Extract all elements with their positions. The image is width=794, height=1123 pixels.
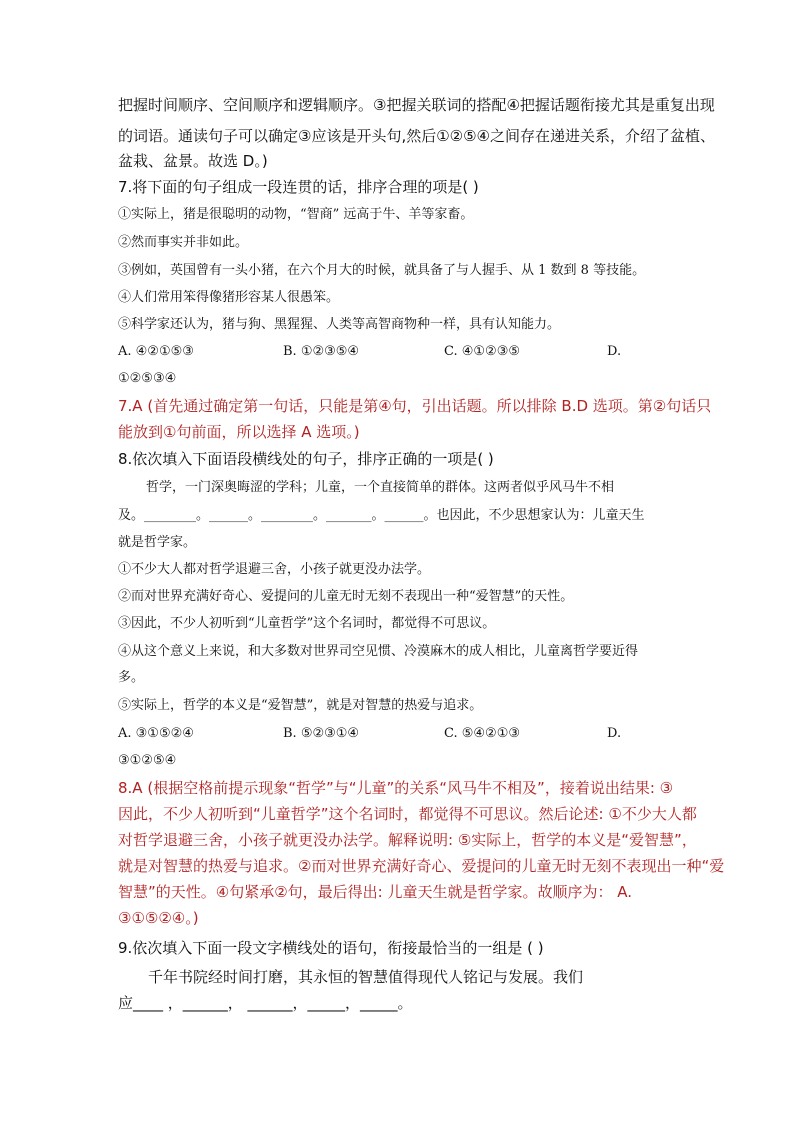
answer-text-line: 的词语。通读句子可以确定③应该是开头句,然后①②⑤④之间存在递进关系，介绍了盆植、 bbox=[118, 127, 716, 145]
question-7-sentence: ②然而事实并非如此。 bbox=[118, 235, 249, 250]
question-7-stem: 7.将下面的句子组成一段连贯的话，排序合理的项是( ) bbox=[118, 178, 479, 196]
question-8-option-b: B. ⑤②③①④ bbox=[283, 726, 360, 741]
question-8-sentence: ④从这个意义上来说，和大多数对世界司空见惯、冷漠麻木的成人相比，儿童离哲学要近得 bbox=[118, 644, 639, 659]
question-8-sentence: ①不少大人都对哲学退避三舍，小孩子就更没办法学。 bbox=[118, 562, 431, 577]
question-9-stem: 9.依次填入下面一段文字横线处的语句，衔接最恰当的一组是 ( ) bbox=[118, 939, 544, 957]
question-7-sentence: ③例如，英国曾有一头小猪，在六个月大的时候，就具备了与人握手、从 1 数到 8 等技能。 bbox=[118, 263, 646, 278]
question-7-option-d: D. bbox=[607, 344, 622, 359]
question-8-sentence: ②而对世界充满好奇心、爱提问的儿童无时无刻不表现出一种“爱智慧”的天性。 bbox=[118, 589, 574, 604]
question-8-option-d: D. bbox=[607, 726, 622, 741]
answer-8-text: 因此，不少人初听到“儿童哲学”这个名词时，都觉得不可思议。然后论述: ①不少大人都 bbox=[118, 805, 697, 823]
question-7-sentence: ④人们常用笨得像猪形容某人很愚笨。 bbox=[118, 290, 340, 305]
question-7-option-d-value: ①②⑤③④ bbox=[118, 371, 177, 386]
question-7-option-c: C. ④①②③⑤ bbox=[444, 344, 521, 359]
answer-8-text: 就是对智慧的热爱与追求。②而对世界充满好奇心、爱提问的儿童无时无刻不表现出一种“爱 bbox=[118, 857, 725, 875]
question-8-stem: 8.依次填入下面语段横线处的句子，排序正确的一项是( ) bbox=[118, 450, 494, 468]
answer-text-line: 盆栽、盆景。故选 D。) bbox=[118, 152, 268, 170]
answer-text-line: 把握时间顺序、空间顺序和逻辑顺序。③把握关联词的搭配④把握话题衔接尤其是重复出现 bbox=[118, 96, 715, 114]
answer-8-text: 8.A (根据空格前提示现象“哲学”与“儿童”的关系“风马牛不相及”，接着说出结果: ③ bbox=[118, 779, 674, 797]
question-8-passage: 就是哲学家。 bbox=[118, 535, 197, 550]
question-7-sentence: ①实际上，猪是很聪明的动物，“智商” 远高于牛、羊等家畜。 bbox=[118, 207, 474, 222]
question-8-option-d-value: ③①②⑤④ bbox=[118, 753, 177, 768]
answer-8-text: 智慧”的天性。④句紧承②句，最后得出: 儿童天生就是哲学家。故顺序为： A. bbox=[118, 883, 633, 901]
answer-7-text: 能放到①句前面，所以选择 A 选项。) bbox=[118, 423, 360, 441]
question-8-sentence: 多。 bbox=[118, 670, 145, 685]
answer-8-text: 对哲学退避三舍，小孩子就更没办法学。解释说明: ⑤实际上，哲学的本义是“爱智慧”， bbox=[118, 831, 697, 849]
question-8-option-a: A. ③①⑤②④ bbox=[118, 726, 194, 741]
answer-7-text: 7.A (首先通过确定第一句话，只能是第④句，引出话题。所以排除 B.D 选项。第②句话只 bbox=[118, 397, 712, 415]
answer-8-text: ③①⑤②④。) bbox=[118, 909, 199, 927]
question-8-passage: 及。________。______。________。_______。______。也因此，不少思想家认为：儿童天生 bbox=[118, 508, 645, 523]
question-9-passage: 千年书院经时间打磨，其永恒的智慧值得现代人铭记与发展。我们 bbox=[148, 968, 584, 986]
question-7-sentence: ⑤科学家还认为，猪与狗、黑猩猩、人类等高智商物种一样，具有认知能力。 bbox=[118, 317, 561, 332]
question-9-passage: 应____ ，______， ______，_____，_____。 bbox=[118, 994, 413, 1012]
question-8-option-c: C. ⑤④②①③ bbox=[444, 726, 521, 741]
question-7-option-a: A. ④②①⑤③ bbox=[118, 344, 194, 359]
question-8-sentence: ⑤实际上，哲学的本义是“爱智慧”，就是对智慧的热爱与追求。 bbox=[118, 698, 483, 713]
question-8-sentence: ③因此，不少人初听到“儿童哲学”这个名词时，都觉得不可思议。 bbox=[118, 616, 496, 631]
question-7-option-b: B. ①②③⑤④ bbox=[283, 344, 360, 359]
question-8-passage: 哲学，一门深奥晦涩的学科；儿童，一个直接简单的群体。这两者似乎风马牛不相 bbox=[146, 480, 615, 495]
